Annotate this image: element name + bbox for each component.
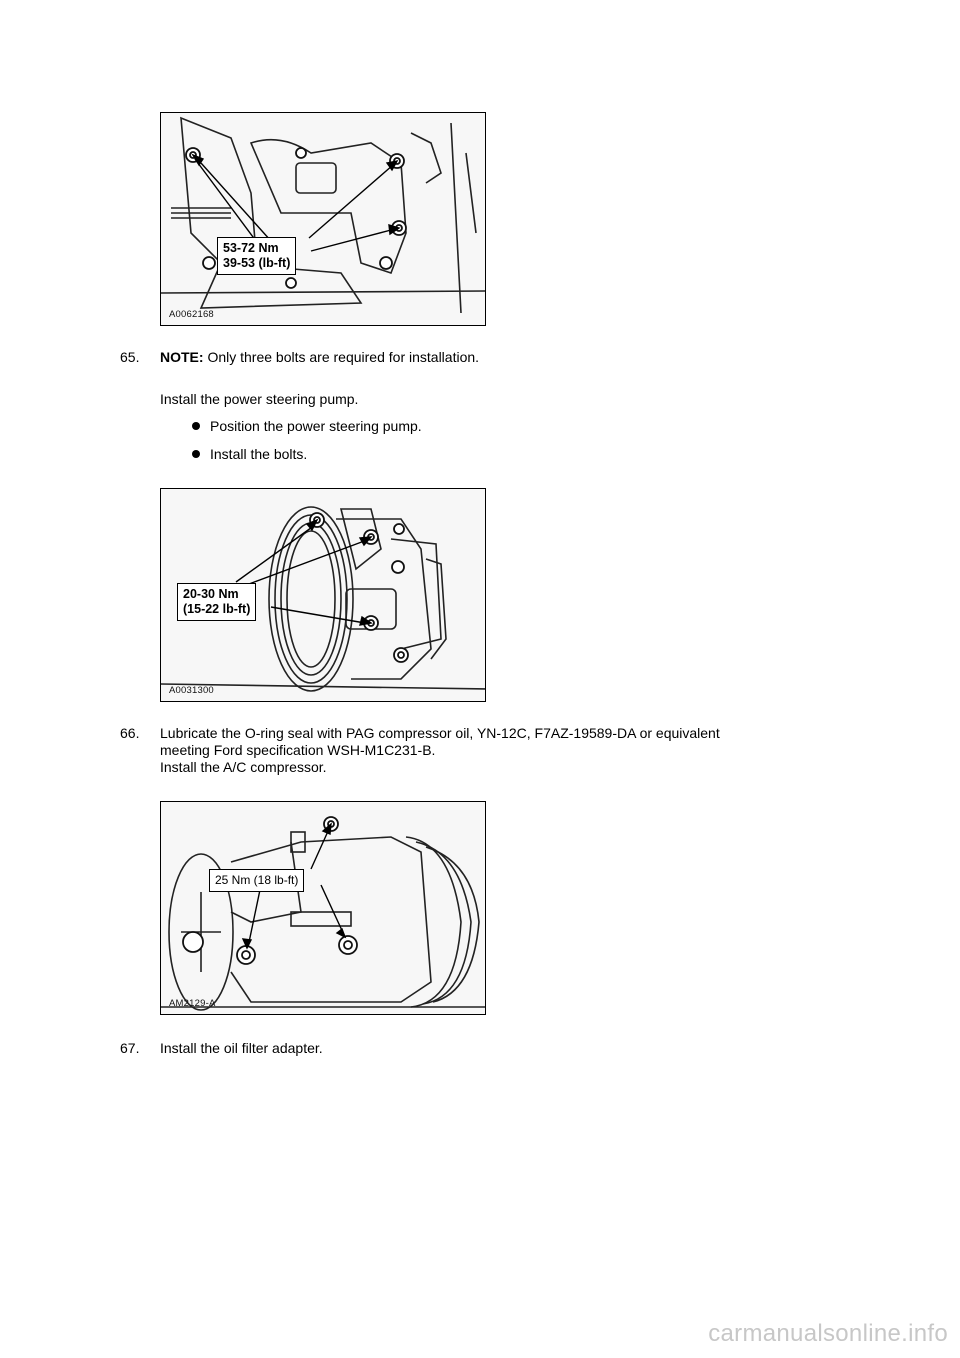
note-text: Only three bolts are required for installation. [203,349,480,365]
torque-callout [209,869,304,892]
bracket-illustration [161,113,486,326]
bullet-item [192,418,422,434]
figure-id: A0031300 [169,685,214,696]
figure-id: AM2129-A [169,998,216,1009]
figure-ac-compressor [160,801,486,1015]
compressor-illustration [161,802,486,1015]
figure-power-steering-pump [160,488,486,702]
step-text-line: Install the A/C compressor. [160,759,327,775]
torque-metric: 20-30 Nm [183,587,239,601]
torque-metric: 53-72 Nm [223,241,279,255]
bullet-dot-icon [192,422,200,430]
watermark: carmanualsonline.info [708,1320,948,1347]
torque-callout [217,237,296,275]
torque-imperial: 39-53 (lb-ft) [223,256,291,270]
bullet-text: Install the bolts. [210,446,308,462]
step-note [160,349,479,366]
figure-id: A0062168 [169,309,214,320]
step-text: Install the oil filter adapter. [160,1040,323,1056]
torque-imperial: (15-22 lb-ft) [183,602,251,616]
step-number: 67. [120,1040,140,1056]
bullet-text: Position the power steering pump. [210,418,422,434]
figure-bracket-bolts [160,112,486,326]
note-label: NOTE: [160,349,204,365]
bullet-item [192,446,307,462]
torque-callout [177,583,256,621]
step-text-line: meeting Ford specification WSH-M1C231-B. [160,742,436,758]
bullet-dot-icon [192,450,200,458]
step-number: 65. [120,349,140,365]
step-text-line: Lubricate the O-ring seal with PAG compressor oil, YN-12C, F7AZ-19589-DA or equivalent [160,725,720,741]
torque-value: 25 Nm (18 lb-ft) [215,873,299,887]
step-instruction: Install the power steering pump. [160,391,359,407]
step-number: 66. [120,725,140,741]
